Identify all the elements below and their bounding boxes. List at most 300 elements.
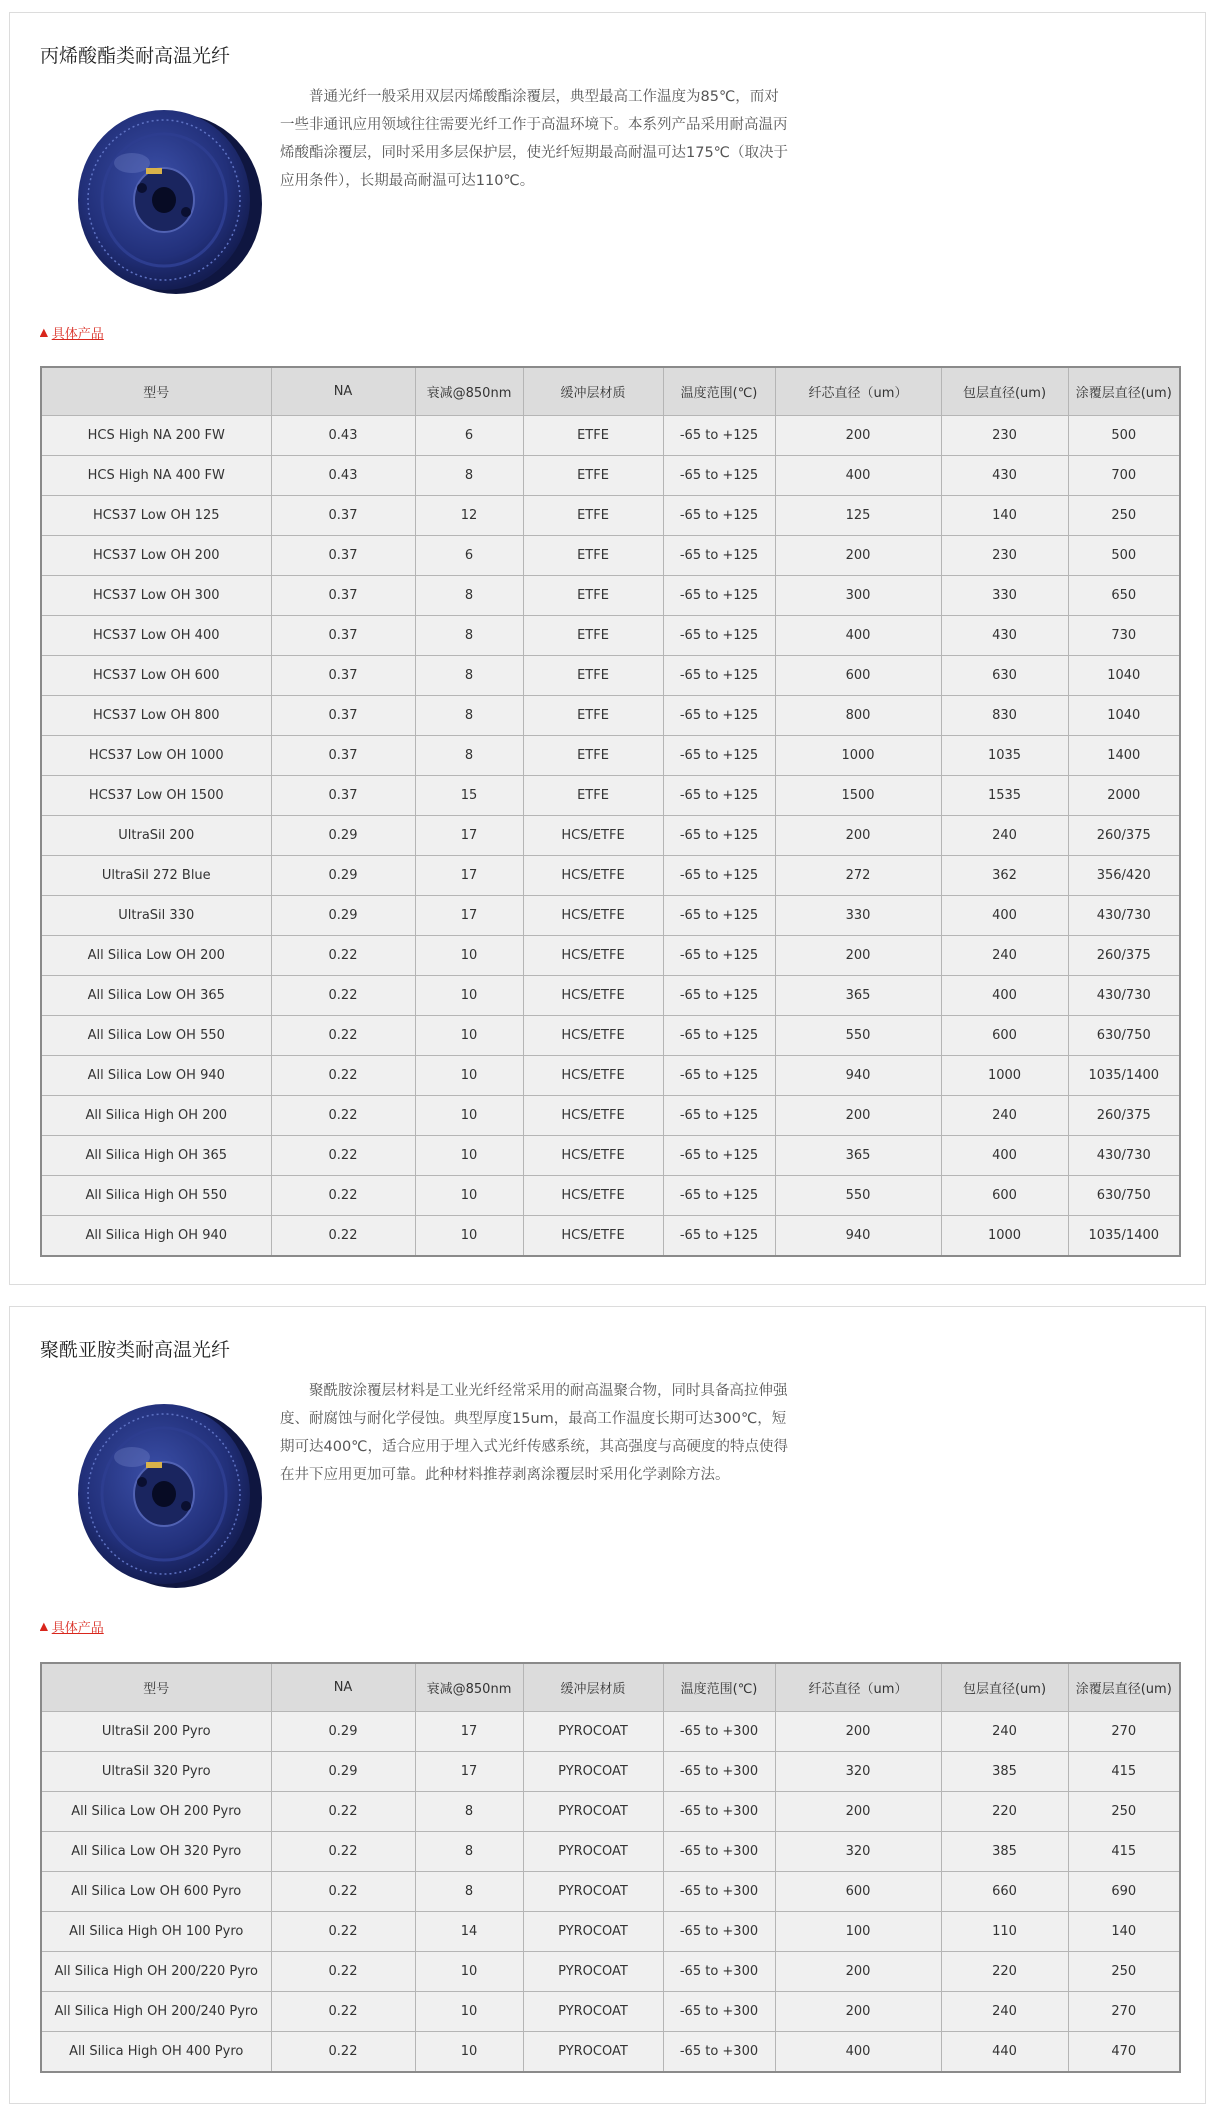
table-row	[41, 1136, 1180, 1176]
table-cell: 600	[775, 1872, 941, 1912]
table-cell: 630/750	[1068, 1016, 1180, 1056]
table-cell: 200	[775, 416, 941, 456]
table-row	[41, 1872, 1180, 1912]
column-header: 涂覆层直径(um)	[1068, 367, 1180, 416]
table-cell: -65 to +125	[663, 976, 775, 1016]
table-cell: 365	[775, 1136, 941, 1176]
table-cell: 0.22	[271, 1912, 415, 1952]
table-cell: HCS/ETFE	[523, 1176, 663, 1216]
table-cell: 0.37	[271, 776, 415, 816]
table-cell: -65 to +125	[663, 1176, 775, 1216]
table-cell: 8	[415, 736, 523, 776]
specific-products-label: 具体产品	[51, 327, 104, 342]
spec-table	[40, 366, 1181, 1257]
column-header: 温度范围(℃)	[663, 1663, 775, 1712]
table-cell: 400	[941, 896, 1068, 936]
table-cell: 0.22	[271, 1832, 415, 1872]
table-cell: ETFE	[523, 776, 663, 816]
table-cell: 12	[415, 496, 523, 536]
table-cell: 0.37	[271, 616, 415, 656]
table-cell: ETFE	[523, 616, 663, 656]
table-cell: 830	[941, 696, 1068, 736]
table-row	[41, 576, 1180, 616]
spec-table	[40, 1662, 1181, 2073]
table-cell: 200	[775, 1952, 941, 1992]
table-cell: HCS/ETFE	[523, 856, 663, 896]
table-cell: -65 to +125	[663, 816, 775, 856]
table-cell: 430/730	[1068, 1136, 1180, 1176]
table-cell: 400	[775, 616, 941, 656]
table-cell: 0.37	[271, 696, 415, 736]
table-cell: 550	[775, 1016, 941, 1056]
table-cell: ETFE	[523, 656, 663, 696]
table-cell: ETFE	[523, 696, 663, 736]
table-cell: All Silica High OH 400 Pyro	[41, 2032, 271, 2073]
table-cell: ETFE	[523, 416, 663, 456]
table-cell: 8	[415, 1872, 523, 1912]
table-cell: 800	[775, 696, 941, 736]
table-cell: HCS/ETFE	[523, 1136, 663, 1176]
table-cell: 10	[415, 1136, 523, 1176]
table-cell: UltraSil 320 Pyro	[41, 1752, 271, 1792]
specific-products-link[interactable]	[40, 1617, 104, 1636]
table-cell: HCS/ETFE	[523, 936, 663, 976]
table-cell: HCS37 Low OH 800	[41, 696, 271, 736]
header-row	[41, 1663, 1180, 1712]
table-cell: 0.22	[271, 1872, 415, 1912]
table-row	[41, 816, 1180, 856]
table-cell: HCS/ETFE	[523, 1016, 663, 1056]
table-cell: -65 to +125	[663, 416, 775, 456]
table-cell: 2000	[1068, 776, 1180, 816]
table-cell: HCS37 Low OH 125	[41, 496, 271, 536]
table-cell: 660	[941, 1872, 1068, 1912]
table-cell: 330	[775, 896, 941, 936]
table-cell: 1035/1400	[1068, 1056, 1180, 1096]
section-description: 普通光纤一般采用双层丙烯酸酯涂覆层，典型最高工作温度为85℃，而对一些非通讯应用领域往往需要光纤工作于高温环境下。本系列产品采用耐高温丙烯酸酯涂覆层，同时采用多层保护层，使光纤短期最高耐温可达175℃（取决于应用条件），长期最高耐温可达110℃。	[280, 89, 788, 189]
table-cell: 430	[941, 456, 1068, 496]
table-row	[41, 1176, 1180, 1216]
table-cell: PYROCOAT	[523, 1752, 663, 1792]
table-cell: All Silica Low OH 940	[41, 1056, 271, 1096]
section-acrylate	[9, 12, 1206, 1285]
column-header: 缓冲层材质	[523, 367, 663, 416]
table-cell: 0.22	[271, 976, 415, 1016]
table-cell: 600	[775, 656, 941, 696]
table-cell: 0.22	[271, 1216, 415, 1257]
table-row	[41, 776, 1180, 816]
section-title: 丙烯酸酯类耐高温光纤	[40, 45, 231, 67]
table-cell: 400	[941, 976, 1068, 1016]
section-title: 聚酰亚胺类耐高温光纤	[40, 1339, 231, 1361]
table-cell: 415	[1068, 1752, 1180, 1792]
table-cell: 10	[415, 2032, 523, 2073]
table-header	[41, 367, 1180, 416]
table-cell: HCS37 Low OH 600	[41, 656, 271, 696]
table-cell: -65 to +300	[663, 1952, 775, 1992]
table-cell: 125	[775, 496, 941, 536]
table-cell: 440	[941, 2032, 1068, 2073]
specific-products-link[interactable]	[40, 323, 104, 342]
table-cell: All Silica Low OH 365	[41, 976, 271, 1016]
table-cell: 10	[415, 1952, 523, 1992]
column-header: 温度范围(℃)	[663, 367, 775, 416]
table-cell: HCS High NA 200 FW	[41, 416, 271, 456]
table-cell: -65 to +125	[663, 1136, 775, 1176]
table-row	[41, 696, 1180, 736]
table-cell: 10	[415, 1216, 523, 1257]
table-cell: 250	[1068, 1952, 1180, 1992]
table-cell: -65 to +125	[663, 856, 775, 896]
table-cell: 230	[941, 536, 1068, 576]
table-row	[41, 976, 1180, 1016]
table-cell: 362	[941, 856, 1068, 896]
column-header: 衰减@850nm	[415, 367, 523, 416]
table-cell: UltraSil 200 Pyro	[41, 1712, 271, 1752]
table-cell: HCS37 Low OH 200	[41, 536, 271, 576]
column-header: NA	[271, 1663, 415, 1712]
table-cell: -65 to +125	[663, 1216, 775, 1257]
table-cell: 385	[941, 1832, 1068, 1872]
table-cell: 15	[415, 776, 523, 816]
table-cell: -65 to +125	[663, 616, 775, 656]
table-cell: 0.22	[271, 2032, 415, 2073]
table-row	[41, 1712, 1180, 1752]
table-cell: All Silica High OH 365	[41, 1136, 271, 1176]
table-cell: 690	[1068, 1872, 1180, 1912]
table-cell: 240	[941, 1712, 1068, 1752]
triangle-up-icon: ▲	[40, 327, 48, 338]
table-cell: 1400	[1068, 736, 1180, 776]
table-cell: PYROCOAT	[523, 1952, 663, 1992]
table-cell: 10	[415, 976, 523, 1016]
table-cell: 240	[941, 1992, 1068, 2032]
table-cell: 630	[941, 656, 1068, 696]
table-cell: 10	[415, 936, 523, 976]
table-cell: 240	[941, 1096, 1068, 1136]
table-row	[41, 1952, 1180, 1992]
table-cell: 320	[775, 1752, 941, 1792]
table-body	[41, 1712, 1180, 2073]
table-row	[41, 1792, 1180, 1832]
table-row	[41, 416, 1180, 456]
table-cell: 0.29	[271, 896, 415, 936]
table-cell: 10	[415, 1992, 523, 2032]
table-cell: -65 to +125	[663, 656, 775, 696]
table-cell: 1000	[775, 736, 941, 776]
table-cell: 1035	[941, 736, 1068, 776]
table-cell: All Silica Low OH 550	[41, 1016, 271, 1056]
column-header: 纤芯直径（um）	[775, 1663, 941, 1712]
table-cell: 10	[415, 1016, 523, 1056]
table-cell: 415	[1068, 1832, 1180, 1872]
table-row	[41, 456, 1180, 496]
table-cell: 630/750	[1068, 1176, 1180, 1216]
table-cell: 550	[775, 1176, 941, 1216]
table-row	[41, 856, 1180, 896]
fiber-spool-image	[72, 1402, 262, 1592]
column-header: 包层直径(um)	[941, 1663, 1068, 1712]
table-cell: -65 to +300	[663, 2032, 775, 2073]
table-cell: -65 to +125	[663, 536, 775, 576]
table-cell: 430	[941, 616, 1068, 656]
table-cell: -65 to +300	[663, 1992, 775, 2032]
table-cell: 200	[775, 1096, 941, 1136]
table-cell: 200	[775, 1792, 941, 1832]
table-cell: All Silica Low OH 320 Pyro	[41, 1832, 271, 1872]
table-cell: -65 to +125	[663, 1016, 775, 1056]
table-cell: -65 to +125	[663, 696, 775, 736]
table-cell: 10	[415, 1096, 523, 1136]
specific-products-label: 具体产品	[51, 1621, 104, 1636]
table-cell: 400	[775, 2032, 941, 2073]
table-cell: 200	[775, 936, 941, 976]
table-cell: 1040	[1068, 656, 1180, 696]
table-cell: 17	[415, 816, 523, 856]
table-cell: PYROCOAT	[523, 1872, 663, 1912]
table-body	[41, 416, 1180, 1257]
table-cell: 0.37	[271, 536, 415, 576]
table-cell: 240	[941, 816, 1068, 856]
header-row	[41, 367, 1180, 416]
table-cell: 430/730	[1068, 896, 1180, 936]
table-cell: 8	[415, 696, 523, 736]
table-cell: 0.37	[271, 576, 415, 616]
table-row	[41, 1216, 1180, 1257]
table-cell: HCS/ETFE	[523, 1056, 663, 1096]
table-cell: All Silica High OH 100 Pyro	[41, 1912, 271, 1952]
table-cell: 0.22	[271, 1016, 415, 1056]
table-cell: 8	[415, 576, 523, 616]
table-cell: 250	[1068, 1792, 1180, 1832]
table-cell: 1535	[941, 776, 1068, 816]
table-cell: HCS37 Low OH 300	[41, 576, 271, 616]
table-cell: 300	[775, 576, 941, 616]
table-row	[41, 1016, 1180, 1056]
table-header	[41, 1663, 1180, 1712]
table-cell: 1000	[941, 1216, 1068, 1257]
table-cell: -65 to +300	[663, 1792, 775, 1832]
table-cell: HCS High NA 400 FW	[41, 456, 271, 496]
table-cell: 14	[415, 1912, 523, 1952]
table-cell: 0.37	[271, 496, 415, 536]
table-cell: 0.29	[271, 816, 415, 856]
table-cell: PYROCOAT	[523, 1712, 663, 1752]
table-cell: 0.37	[271, 736, 415, 776]
table-cell: HCS/ETFE	[523, 976, 663, 1016]
table-row	[41, 496, 1180, 536]
table-cell: 140	[1068, 1912, 1180, 1952]
table-cell: 8	[415, 1832, 523, 1872]
table-row	[41, 736, 1180, 776]
table-cell: PYROCOAT	[523, 1992, 663, 2032]
table-cell: 17	[415, 1712, 523, 1752]
table-cell: -65 to +300	[663, 1872, 775, 1912]
table-cell: 356/420	[1068, 856, 1180, 896]
table-cell: 260/375	[1068, 1096, 1180, 1136]
column-header: 涂覆层直径(um)	[1068, 1663, 1180, 1712]
table-cell: 940	[775, 1056, 941, 1096]
column-header: 缓冲层材质	[523, 1663, 663, 1712]
table-cell: 365	[775, 976, 941, 1016]
table-cell: 10	[415, 1176, 523, 1216]
table-cell: HCS/ETFE	[523, 896, 663, 936]
table-cell: All Silica High OH 200/220 Pyro	[41, 1952, 271, 1992]
table-cell: PYROCOAT	[523, 2032, 663, 2073]
table-row	[41, 656, 1180, 696]
table-cell: 730	[1068, 616, 1180, 656]
table-row	[41, 616, 1180, 656]
table-cell: 0.37	[271, 656, 415, 696]
table-cell: UltraSil 330	[41, 896, 271, 936]
table-cell: 320	[775, 1832, 941, 1872]
table-cell: 0.22	[271, 1136, 415, 1176]
table-cell: -65 to +125	[663, 776, 775, 816]
table-cell: UltraSil 200	[41, 816, 271, 856]
table-cell: 600	[941, 1016, 1068, 1056]
table-cell: 1000	[941, 1056, 1068, 1096]
table-cell: 0.29	[271, 856, 415, 896]
table-cell: 0.22	[271, 1792, 415, 1832]
table-cell: 0.29	[271, 1752, 415, 1792]
table-cell: 400	[775, 456, 941, 496]
table-cell: -65 to +300	[663, 1912, 775, 1952]
table-cell: HCS37 Low OH 400	[41, 616, 271, 656]
table-cell: -65 to +125	[663, 496, 775, 536]
table-cell: 270	[1068, 1712, 1180, 1752]
table-cell: 220	[941, 1952, 1068, 1992]
table-cell: 6	[415, 536, 523, 576]
table-cell: 0.22	[271, 1952, 415, 1992]
table-cell: -65 to +125	[663, 1096, 775, 1136]
table-cell: ETFE	[523, 496, 663, 536]
table-cell: PYROCOAT	[523, 1832, 663, 1872]
table-cell: ETFE	[523, 456, 663, 496]
table-cell: All Silica High OH 200	[41, 1096, 271, 1136]
table-cell: 940	[775, 1216, 941, 1257]
table-cell: 0.22	[271, 1176, 415, 1216]
table-cell: -65 to +300	[663, 1832, 775, 1872]
table-cell: ETFE	[523, 576, 663, 616]
table-cell: All Silica Low OH 600 Pyro	[41, 1872, 271, 1912]
table-row	[41, 1832, 1180, 1872]
table-cell: HCS37 Low OH 1000	[41, 736, 271, 776]
table-cell: -65 to +125	[663, 1056, 775, 1096]
table-cell: 17	[415, 896, 523, 936]
table-cell: -65 to +125	[663, 576, 775, 616]
section-description: 聚酰胺涂覆层材料是工业光纤经常采用的耐高温聚合物，同时具备高拉伸强度、耐腐蚀与耐化学侵蚀。典型厚度15um，最高工作温度长期可达300℃，短期可达400℃，适合应用于埋入式光纤传感系统，其高强度与高硬度的特点使得在井下应用更加可靠。此种材料推荐剥离涂覆层时采用化学剥除方法。	[280, 1383, 788, 1483]
table-cell: 17	[415, 1752, 523, 1792]
table-cell: 8	[415, 1792, 523, 1832]
table-cell: 8	[415, 616, 523, 656]
table-cell: 200	[775, 816, 941, 856]
table-row	[41, 936, 1180, 976]
fiber-spool-image	[72, 108, 262, 298]
column-header: 衰减@850nm	[415, 1663, 523, 1712]
table-cell: 0.22	[271, 936, 415, 976]
table-cell: -65 to +125	[663, 456, 775, 496]
table-cell: 600	[941, 1176, 1068, 1216]
section-polyimide	[9, 1306, 1206, 2104]
table-row	[41, 536, 1180, 576]
table-cell: 220	[941, 1792, 1068, 1832]
table-cell: 700	[1068, 456, 1180, 496]
table-cell: 1500	[775, 776, 941, 816]
table-row	[41, 1752, 1180, 1792]
table-cell: UltraSil 272 Blue	[41, 856, 271, 896]
table-cell: PYROCOAT	[523, 1912, 663, 1952]
table-cell: 385	[941, 1752, 1068, 1792]
table-cell: 260/375	[1068, 936, 1180, 976]
table-cell: 230	[941, 416, 1068, 456]
table-cell: 270	[1068, 1992, 1180, 2032]
table-cell: All Silica High OH 940	[41, 1216, 271, 1257]
table-cell: 8	[415, 456, 523, 496]
table-cell: All Silica High OH 200/240 Pyro	[41, 1992, 271, 2032]
table-cell: 200	[775, 1992, 941, 2032]
table-row	[41, 1096, 1180, 1136]
table-cell: 400	[941, 1136, 1068, 1176]
table-cell: 1035/1400	[1068, 1216, 1180, 1257]
table-row	[41, 1992, 1180, 2032]
table-cell: HCS/ETFE	[523, 1216, 663, 1257]
table-cell: All Silica Low OH 200	[41, 936, 271, 976]
table-row	[41, 896, 1180, 936]
table-cell: 272	[775, 856, 941, 896]
column-header: NA	[271, 367, 415, 416]
table-cell: 0.22	[271, 1992, 415, 2032]
column-header: 包层直径(um)	[941, 367, 1068, 416]
table-cell: HCS37 Low OH 1500	[41, 776, 271, 816]
column-header: 型号	[41, 367, 271, 416]
table-cell: 0.43	[271, 416, 415, 456]
table-cell: 430/730	[1068, 976, 1180, 1016]
table-cell: 6	[415, 416, 523, 456]
table-cell: ETFE	[523, 736, 663, 776]
table-cell: 330	[941, 576, 1068, 616]
table-row	[41, 1056, 1180, 1096]
table-cell: 0.29	[271, 1712, 415, 1752]
triangle-up-icon: ▲	[40, 1621, 48, 1632]
table-cell: -65 to +125	[663, 896, 775, 936]
table-cell: HCS/ETFE	[523, 1096, 663, 1136]
table-cell: -65 to +125	[663, 736, 775, 776]
table-cell: 500	[1068, 416, 1180, 456]
table-cell: 200	[775, 1712, 941, 1752]
table-cell: 100	[775, 1912, 941, 1952]
table-cell: 110	[941, 1912, 1068, 1952]
table-cell: 200	[775, 536, 941, 576]
table-cell: All Silica Low OH 200 Pyro	[41, 1792, 271, 1832]
table-cell: 0.22	[271, 1096, 415, 1136]
column-header: 型号	[41, 1663, 271, 1712]
table-row	[41, 1912, 1180, 1952]
table-cell: All Silica High OH 550	[41, 1176, 271, 1216]
table-cell: 140	[941, 496, 1068, 536]
table-cell: -65 to +300	[663, 1712, 775, 1752]
table-cell: -65 to +300	[663, 1752, 775, 1792]
table-cell: 250	[1068, 496, 1180, 536]
table-row	[41, 2032, 1180, 2073]
table-cell: 8	[415, 656, 523, 696]
table-cell: 240	[941, 936, 1068, 976]
table-cell: 17	[415, 856, 523, 896]
table-cell: HCS/ETFE	[523, 816, 663, 856]
column-header: 纤芯直径（um）	[775, 367, 941, 416]
table-cell: 0.22	[271, 1056, 415, 1096]
table-cell: 650	[1068, 576, 1180, 616]
table-cell: 1040	[1068, 696, 1180, 736]
